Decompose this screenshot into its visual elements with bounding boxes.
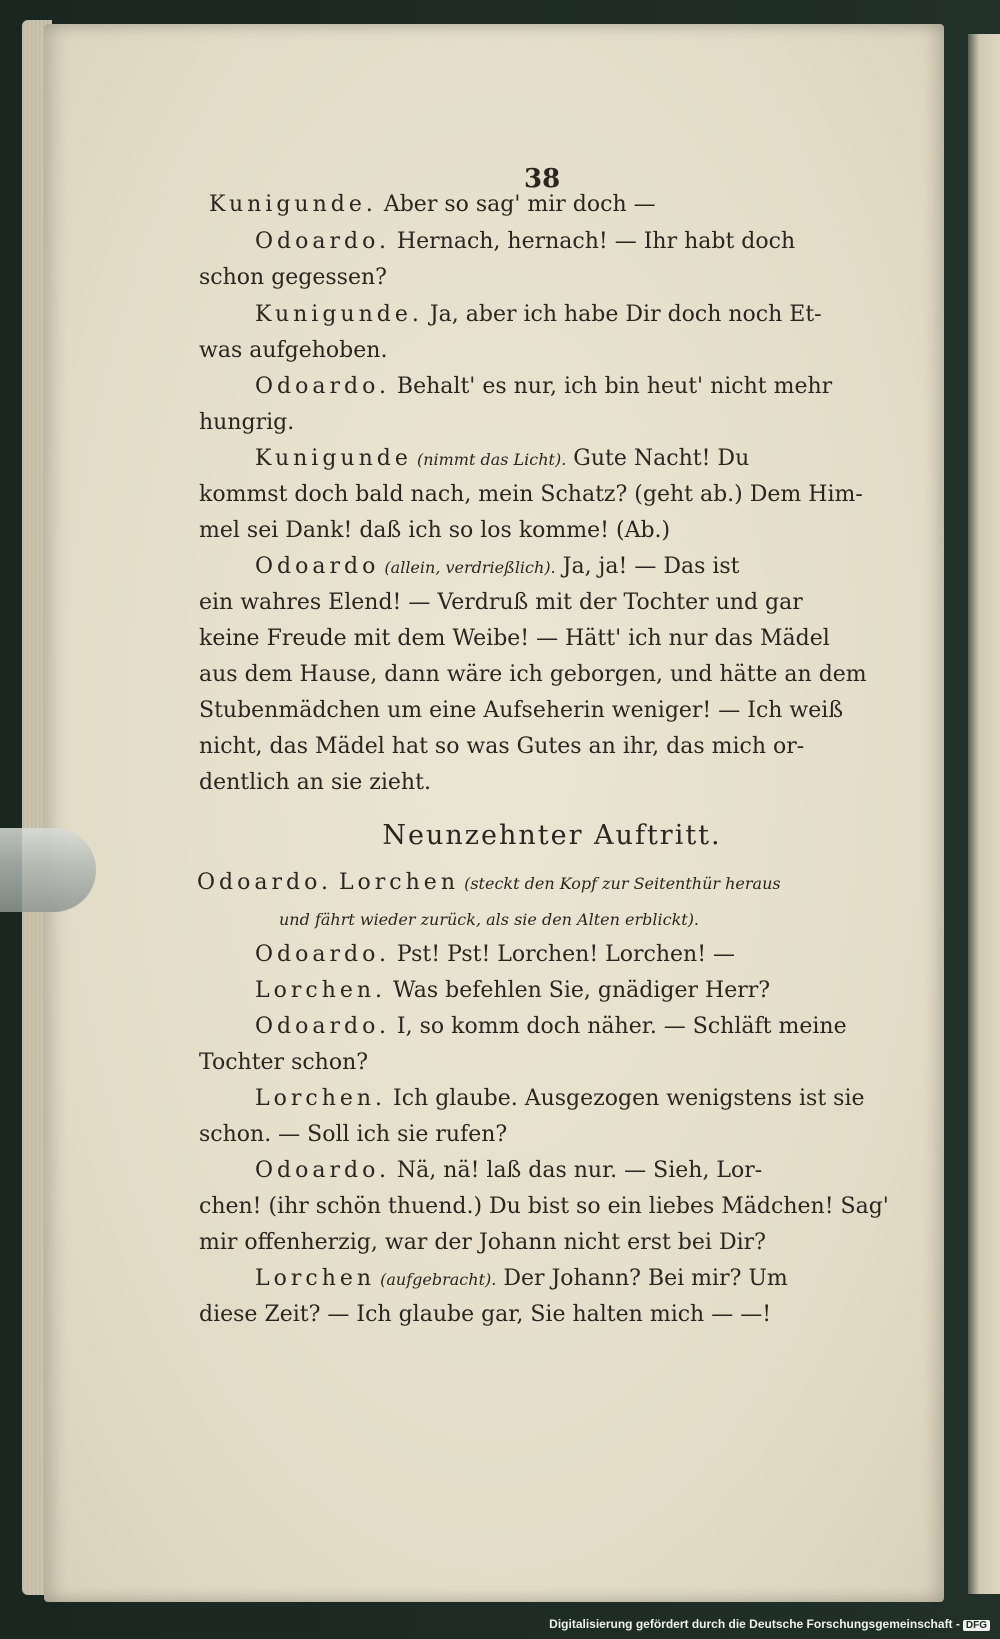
text-line [199,770,431,795]
text-line [255,446,749,471]
line-text: chen! (ihr schön thuend.) Du bist so ein liebes Mädchen! Sag' [199,1194,889,1219]
text-line [255,978,770,1003]
stage-direction: (steckt den Kopf zur Seitenthür heraus [459,874,781,893]
text-line [199,734,804,759]
line-text: dentlich an sie zieht. [199,770,431,795]
line-text: was aufgehoben. [199,338,388,363]
footer-text: Digitalisierung gefördert durch die Deutsche Forschungsgemeinschaft - [549,1617,960,1631]
dfg-logo: DFG [963,1620,990,1631]
line-text: keine Freude mit dem Weibe! — Hätt' ich nur das Mädel [199,626,830,651]
line-text: Der Johann? Bei mir? Um [496,1266,788,1291]
text-line [255,1266,788,1291]
text-line [255,942,735,967]
footer-credit [549,1617,990,1631]
text-line [209,192,656,217]
text-line [199,626,830,651]
line-text: Behalt' es nur, ich bin heut' nicht mehr [389,374,833,399]
speaker: Lorchen. [255,1086,387,1111]
line-text: Hernach, hernach! — Ihr habt doch [389,229,796,254]
text-line [199,518,670,543]
adjacent-page-edge [968,34,1000,1594]
text-line [199,662,867,687]
speaker: Odoardo. [255,229,390,254]
text-line [199,1122,507,1147]
line-text: Ich glaube. Ausgezogen wenigstens ist sie [386,1086,865,1111]
line-text: Stubenmädchen um eine Aufseherin weniger! — Ich weiß [199,698,844,723]
line-text: aus dem Hause, dann wäre ich geborgen, und hätte an dem [199,662,867,687]
line-text: ein wahres Elend! — Verdruß mit der Tochter und gar [199,590,803,615]
line-text: Ja, aber ich habe Dir doch noch Et- [422,302,822,327]
text-line [199,1230,766,1255]
speaker: Lorchen [255,1266,376,1291]
line-text: Gute Nacht! Du [566,446,750,471]
text-line [199,265,387,290]
speaker: Odoardo. [197,870,332,895]
line-text: nicht, das Mädel hat so was Gutes an ihr, das mich or- [199,734,805,759]
book-page [44,24,944,1602]
line-text: Aber so sag' mir doch — [376,192,656,217]
speaker: Odoardo. [255,942,390,967]
text-line [279,906,699,931]
line-text: kommst doch bald nach, mein Schatz? (geht ab.) Dem Him- [199,482,863,507]
speaker: Kunigunde. [209,192,377,217]
stage-direction: und fährt wieder zurück, als sie den Alten erblickt). [279,910,700,929]
line-text: schon gegessen? [199,265,387,290]
text-line [199,482,863,507]
line-text: hungrig. [199,410,295,435]
line-text: mir offenherzig, war der Johann nicht erst bei Dir? [199,1230,766,1255]
stage-direction: (aufgebracht). [375,1270,497,1289]
text-line [255,302,822,327]
text-line [255,1158,762,1183]
text-line [197,870,781,895]
line-text: I, so komm doch näher. — Schläft meine [389,1014,847,1039]
line-text: Pst! Pst! Lorchen! Lorchen! — [389,942,736,967]
page-clip [0,828,96,912]
text-line [255,1014,847,1039]
line-text: schon. — Soll ich sie rufen? [199,1122,508,1147]
text-line [199,698,843,723]
speaker: Odoardo [255,554,380,579]
speaker: Kunigunde [255,446,412,471]
speaker: Odoardo. [255,1158,390,1183]
speaker: Kunigunde. [255,302,423,327]
line-text: mel sei Dank! daß ich so los komme! (Ab.) [199,518,671,543]
stage-direction: (allein, verdrießlich). [379,558,556,577]
page-number: 38 [524,164,561,194]
text-line [199,1050,368,1075]
text-line [199,338,387,363]
text-line [255,1086,865,1111]
text-line [255,374,832,399]
line-text: Tochter schon? [199,1050,369,1075]
text-line [255,229,795,254]
text-line [199,410,294,435]
speaker: Lorchen. [255,978,387,1003]
text-line [199,1302,771,1327]
line-text: Nä, nä! laß das nur. — Sieh, Lor- [389,1158,763,1183]
speaker: Lorchen [338,870,459,895]
speaker: Odoardo. [255,1014,390,1039]
text-line [199,590,803,615]
text-line [255,554,740,579]
line-text: Ja, ja! — Das ist [555,554,740,579]
speaker: Odoardo. [255,374,390,399]
line-text: diese Zeit? — Ich glaube gar, Sie halten mich — —! [199,1302,772,1327]
stage-direction: (nimmt das Licht). [411,450,567,469]
text-line [199,1194,889,1219]
scene-heading: Neunzehnter Auftritt. [382,820,722,851]
line-text: Was befehlen Sie, gnädiger Herr? [386,978,771,1003]
